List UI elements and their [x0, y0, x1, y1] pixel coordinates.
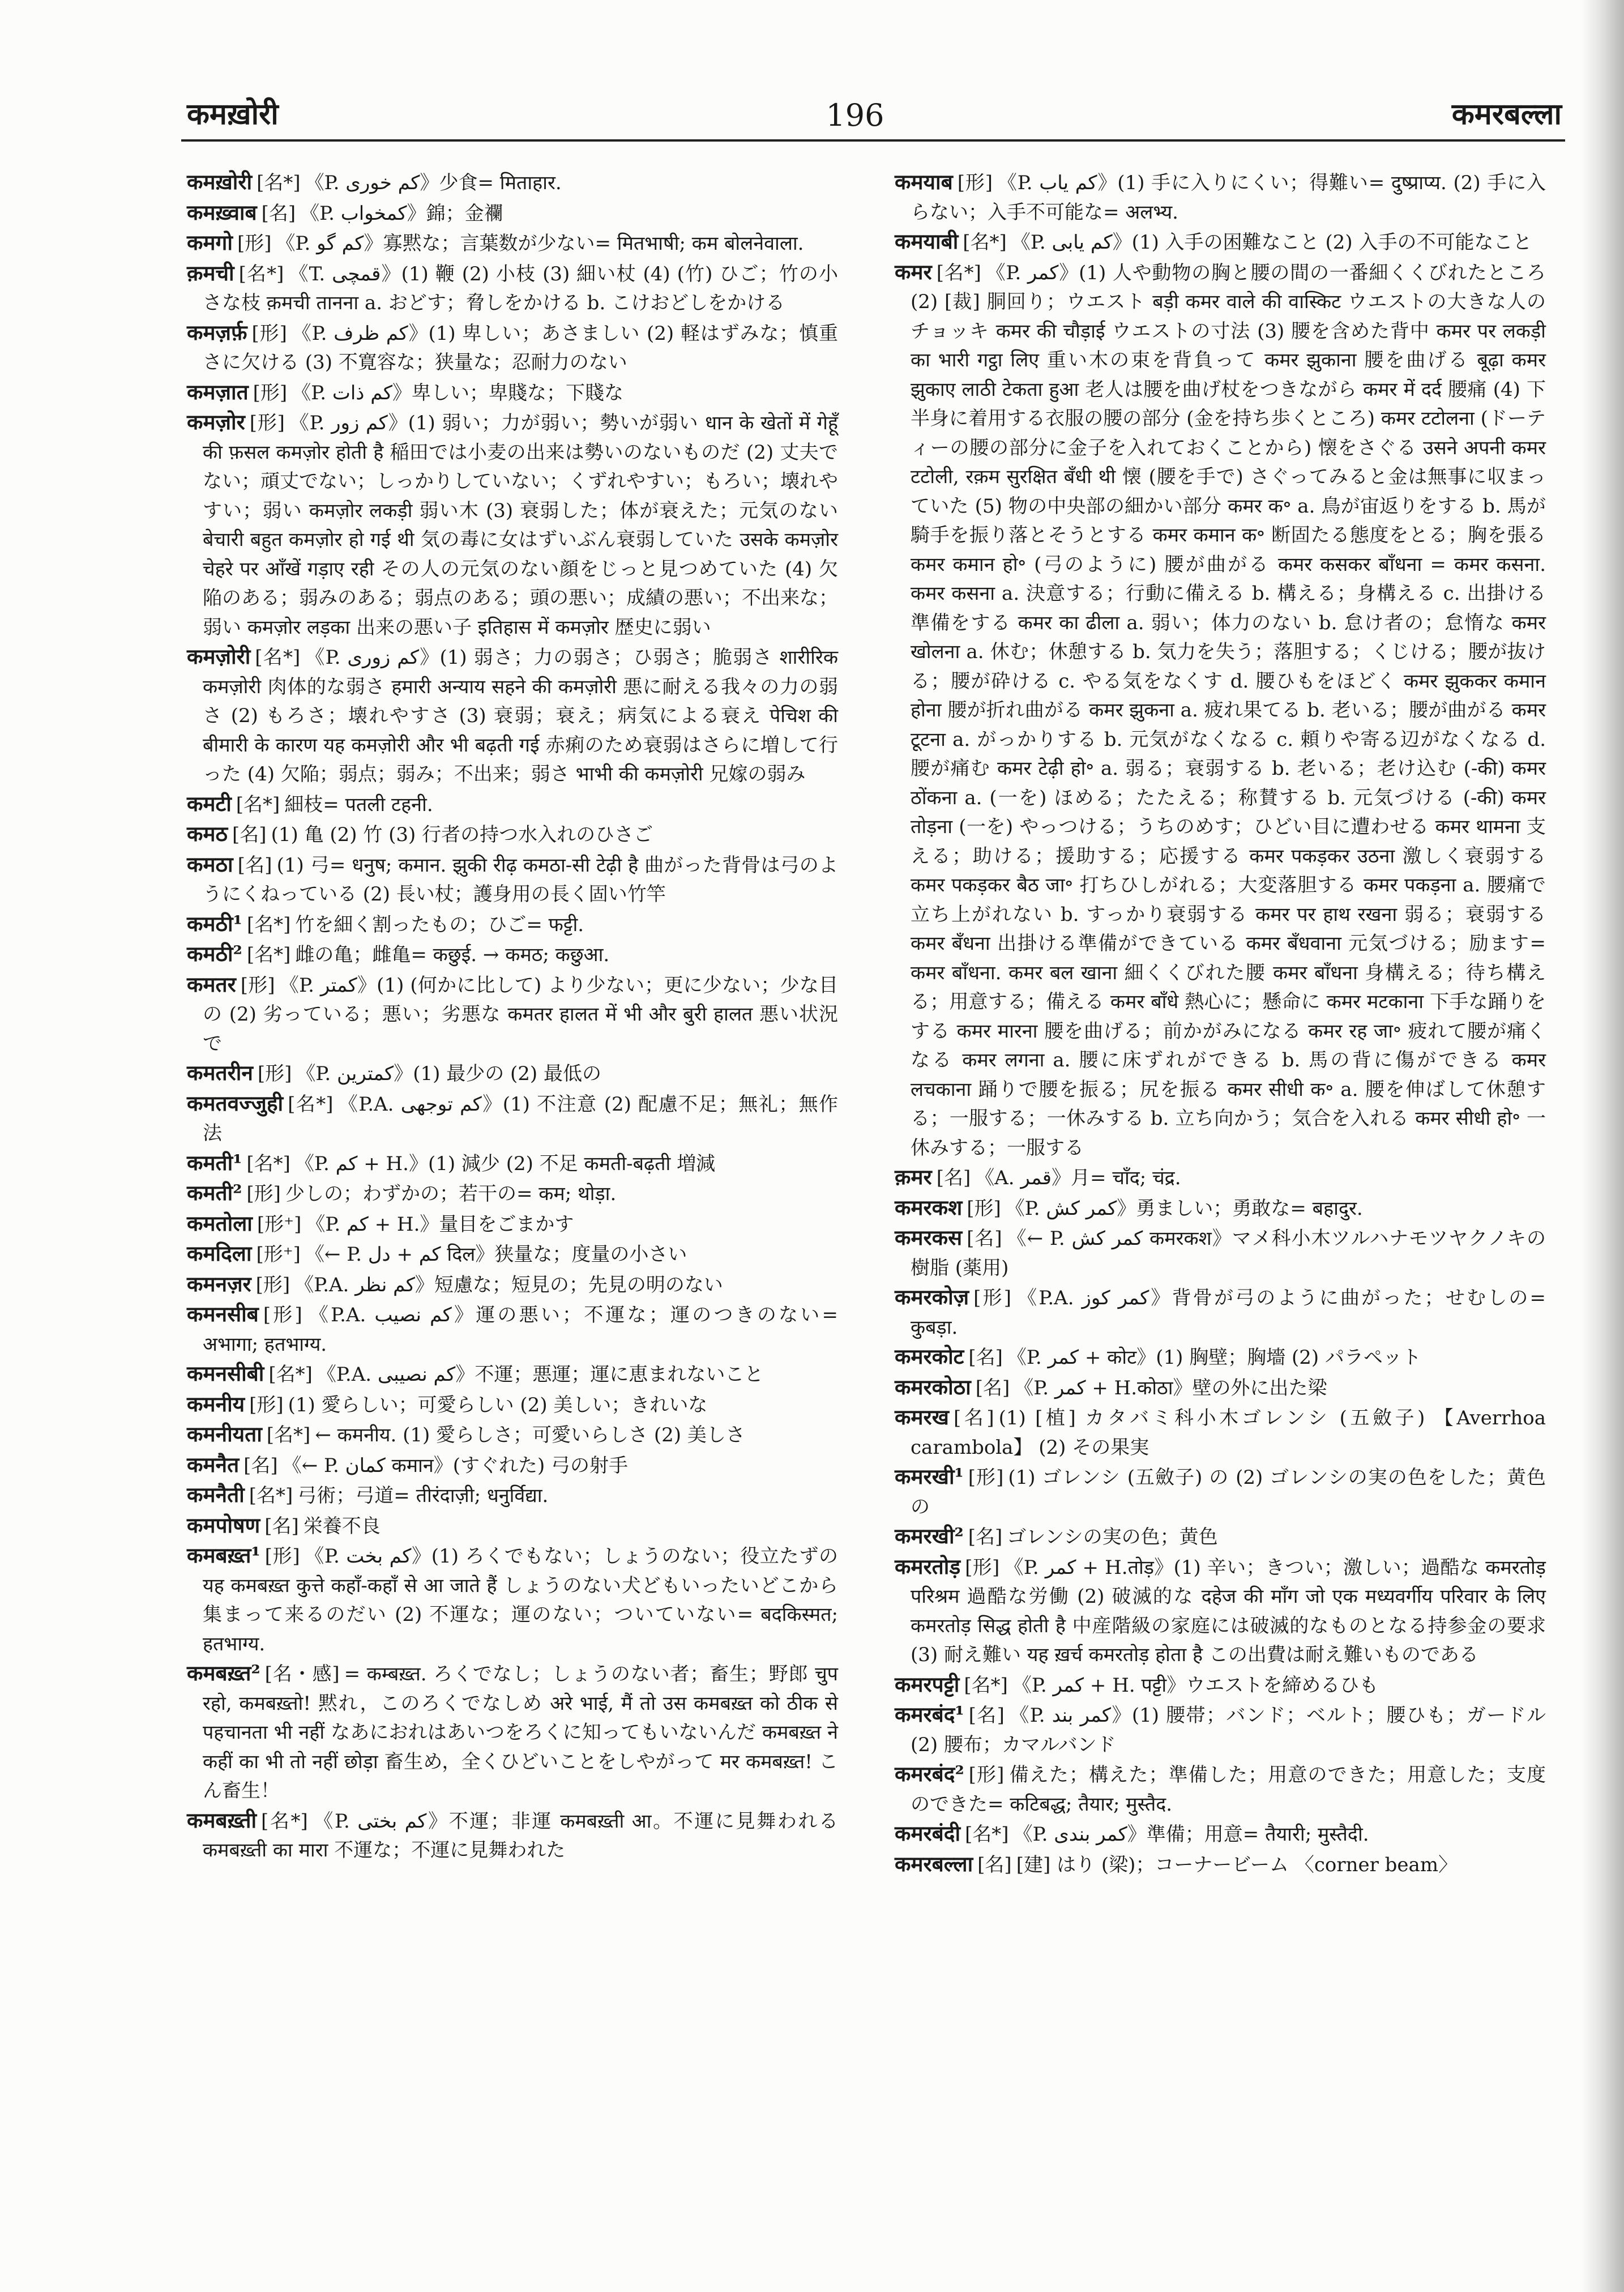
- entry-definition: 《P.A. كم نصيب》運の悪い；不運な；運のつきのない= अभागा; हतभाग्य.: [203, 1304, 838, 1356]
- header-rule: [181, 139, 1565, 142]
- entry-definition: 竹を細く割ったもの；ひご= फट्टी.: [295, 913, 584, 936]
- entry-definition: 《P. كمترين》(1) 最少の (2) 最低の: [296, 1062, 602, 1085]
- dictionary-entry: [187, 1149, 838, 1179]
- entry-definition: [建] はり (梁)；コーナービーム 〈corner beam〉: [1016, 1853, 1458, 1876]
- entry-definition: 《A. قمر》月= चाँद; चंद्र.: [975, 1167, 1181, 1189]
- entry-definition: 《P. كمر كش》勇ましい；勇敢な= बहादुर.: [1005, 1197, 1363, 1220]
- entry-part-of-speech: [名]: [968, 1704, 1005, 1727]
- entry-headword: कमरबंद²: [895, 1761, 964, 1786]
- dictionary-entry: [187, 850, 838, 910]
- entry-part-of-speech: [形⁺]: [257, 1213, 302, 1236]
- entry-part-of-speech: [名]: [264, 1514, 299, 1538]
- entry-part-of-speech: [形]: [240, 974, 275, 997]
- dictionary-entry: [187, 910, 838, 940]
- entry-headword: कमयाबी: [895, 229, 959, 254]
- entry-part-of-speech: [名*]: [246, 1152, 290, 1175]
- entry-headword: कमपोषण: [187, 1512, 260, 1538]
- entry-definition: 《← P. كم + دل दिल》狭量な；度量の小さい: [305, 1243, 687, 1266]
- entry-part-of-speech: [名]: [967, 1227, 1002, 1250]
- entry-definition: 《P. كمر بند》(1) 腰帯；バンド；ベルト；腰ひも；ガードル (2) 腰布；カマルバンド: [911, 1704, 1546, 1756]
- entry-part-of-speech: [名]: [232, 823, 267, 846]
- entry-headword: कमतोला: [187, 1210, 253, 1236]
- entry-headword: कमरबल्ला: [895, 1851, 973, 1876]
- entry-definition: 《P. كم بختى》不運；非運 कमबख़्ती आ。不運に見舞われる कमबख़्ती का मारा 不運な；不運に見舞われた: [203, 1809, 838, 1862]
- entry-part-of-speech: [名*]: [236, 793, 280, 816]
- entry-headword: कमगो: [187, 230, 233, 255]
- entry-definition: 備えた；構えた；準備した；用意のできた；用意した；支度のできた= कटिबद्ध; तैयार; मुस्तैद.: [911, 1764, 1546, 1816]
- entry-headword: कमज़ोरी: [187, 644, 251, 669]
- entry-headword: कमर: [895, 259, 932, 284]
- dictionary-entry: [187, 378, 838, 408]
- entry-headword: क़मर: [895, 1164, 932, 1189]
- entry-headword: कमरकस: [895, 1225, 963, 1250]
- dictionary-entry: [187, 1270, 838, 1300]
- page-fold-shadow: [1582, 0, 1624, 2292]
- entry-part-of-speech: [名*]: [255, 646, 301, 669]
- dictionary-entry: [187, 1179, 838, 1209]
- entry-part-of-speech: [名]: [936, 1167, 971, 1189]
- entry-headword: कमरतोड़: [895, 1553, 961, 1579]
- entry-headword: कमख़्वाब: [187, 199, 257, 225]
- dictionary-entry: [895, 1163, 1546, 1193]
- dictionary-entry: [187, 1480, 838, 1511]
- entry-definition: 《P. كمتر》(1) (何かに比して) より少ない；更に少ない；少な目の (2) 劣っている；悪い；劣悪な कमतर हालत में भी और बुरी हालत 悪い状況で: [203, 974, 839, 1055]
- entry-part-of-speech: [名・感]: [264, 1663, 340, 1685]
- entry-definition: 《P. كم ذات》卑しい；卑賤な；下賤な: [292, 381, 624, 404]
- entry-headword: कमदिला: [187, 1241, 252, 1266]
- entry-part-of-speech: [形]: [237, 232, 272, 255]
- entry-part-of-speech: [名]: [977, 1853, 1012, 1876]
- entry-definition: 《P.A. كمر كوز》背骨が弓のように曲がった；せむしの= कुबड़ा.: [911, 1287, 1546, 1339]
- dictionary-entry: [187, 1209, 838, 1240]
- dictionary-entry: [187, 1511, 838, 1542]
- dictionary-entry: [895, 1552, 1546, 1670]
- dictionary-entry: [187, 198, 838, 229]
- entry-definition: 少しの；わずかの；若干の= कम; थोड़ा.: [285, 1183, 617, 1205]
- entry-definition: 《P. كمر + H. पट्टी》ウエストを締めるひも: [1012, 1674, 1379, 1697]
- entry-headword: कमनैत: [187, 1452, 240, 1477]
- entry-headword: कमटी: [187, 791, 232, 816]
- dictionary-entry: [895, 1223, 1546, 1283]
- dictionary-entry: [895, 1850, 1546, 1880]
- entry-part-of-speech: [名*]: [246, 913, 291, 936]
- entry-definition: 弓術；弓道= तीरंदाज़ी; धनुर्विद्या.: [297, 1484, 549, 1507]
- dictionary-entry: [187, 789, 838, 820]
- entry-part-of-speech: [形]: [957, 172, 993, 194]
- entry-headword: कमतवज्जुही: [187, 1090, 284, 1116]
- entry-part-of-speech: [形]: [251, 322, 287, 345]
- entry-part-of-speech: [形]: [968, 1466, 1004, 1489]
- dictionary-entry: [895, 1373, 1546, 1403]
- entry-definition: 雌の亀；雌亀= कछुई. → कमठ; कछुआ.: [295, 944, 610, 966]
- entry-part-of-speech: [形]: [255, 1273, 290, 1296]
- entry-headword: कमनज़र: [187, 1271, 251, 1296]
- entry-headword: कमरकोट: [895, 1344, 964, 1369]
- entry-definition: ゴレンシの実の色；黄色: [1007, 1526, 1218, 1548]
- entry-definition: 《P. كمر + H.तोड़》(1) 辛い；きつい；激しい；過酷な कमरतोड़ परिश्रम 過酷な労働 (2) 破滅的な दहेज की माँग जो एक मध्यवर्गीय परिवार के लिए कमरतोड़ सिद्ध होती है 中産階級の家庭には破滅的なものとなる持参金の要求 (3) 耐え難い यह ख़र्च कमरतोड़ होता है この出費は耐え難いものである: [911, 1556, 1546, 1666]
- entry-definition: 《P.A. كم نصيبى》不運；悪運；運に恵まれないこと: [317, 1363, 764, 1386]
- entry-headword: कमतर: [187, 971, 236, 997]
- entry-part-of-speech: [名*]: [268, 1363, 313, 1386]
- entry-part-of-speech: [形]: [967, 1197, 1001, 1220]
- entry-part-of-speech: [形]: [965, 1556, 1000, 1579]
- entry-part-of-speech: [形⁺]: [256, 1243, 301, 1266]
- entry-headword: कमनैती: [187, 1482, 245, 1507]
- entry-headword: कमबख़्त¹: [187, 1543, 260, 1568]
- dictionary-entry: [187, 408, 838, 642]
- entry-definition: 《T. قمچى》(1) 鞭 (2) 小枝 (3) 細い杖 (4) (竹) ひご；竹の小さな枝 क़मची तानना a. おどす；脅しをかける b. こけおどしをかける: [203, 262, 839, 314]
- dictionary-entry: [187, 1450, 838, 1481]
- dictionary-entry: [187, 259, 838, 318]
- dictionary-entry: [187, 1239, 838, 1270]
- entry-part-of-speech: [名]: [968, 1346, 1003, 1369]
- entry-definition: 細枝= पतली टहनी.: [284, 793, 433, 816]
- entry-definition: 《P. كم يابى》(1) 入手の困難なこと (2) 入手の不可能なこと: [1011, 231, 1532, 254]
- entry-headword: कमनसीब: [187, 1301, 259, 1326]
- entry-headword: कमरपट्टी: [895, 1671, 960, 1697]
- dictionary-entry: [895, 227, 1546, 258]
- entry-definition: 《P. كم خورى》少食= मिताहार.: [305, 172, 562, 194]
- entry-definition: = कम्बख़्त. ろくでなし；しょうのない者；畜生；野郎 चुप रहो, कमबख़्तो! 黙れ，このろくでなしめ अरे भाई, मैं तो उस कमबख़्त को ठीक से पहचानता भी नहीं なあにおれはあいつをろくに知ってもいないんだ कमबख़्त ने कहीं का भी तो नहीं छोड़ा 畜生め，全くひどいことをしやがって मर कमबख़्त! こん畜生！: [203, 1663, 838, 1802]
- dictionary-entry: [895, 1462, 1546, 1522]
- entry-part-of-speech: [形]: [257, 1062, 292, 1085]
- entry-definition: (1) [植] カタバミ科小木ゴレンシ (五斂子) 【Averrhoa carambola】 (2) その果実: [911, 1407, 1546, 1459]
- dictionary-entry: [187, 168, 838, 198]
- entry-headword: कमती²: [187, 1180, 242, 1205]
- entry-definition: 《P. كمر》(1) 人や動物の胸と腰の間の一番細くくびれたところ (2) [裁] 胴回り；ウエスト बड़ी कमर वाले की वास्किट ウエストの大きな人のチョッキ कमर की चौड़ाई ウエストの寸法 (3) 腰を含めた背中 कमर पर लकड़ी का भारी गट्ठा लिए 重い木の束を背負って कमर झुकाना 腰を曲げる बूढ़ा कमर झुकाए लाठी टेकता हुआ 老人は腰を曲げ杖をつきながら कमर में दर्द 腰痛 (4) 下半身に着用する衣服の腰の部分 (金を持ち歩くところ) कमर टटोलना (ドーティーの腰の部分に金子を入れておくことから) 懐をさぐる उसने अपनी कमर टटोली, रक़म सुरक्षित बँधी थी 懐 (腰を手で) さぐってみると金は無事に収まっていた (5) 物の中央部の細かい部分 कमर क॰ a. 鳥が宙返りをする b. 馬が騎手を振り落とそうとする कमर कमान क॰ 断固たる態度をとる；胸を張る कमर कमान हो॰ (弓のように) 腰が曲がる कमर कसकर बाँधना = कमर कसना. कमर कसना a. 決意する；行動に備える b. 構える；身構える c. 出掛ける準備をする कमर का ढीला a. 弱い；体力のない b. 怠け者の；怠惰な कमर खोलना a. 休む；休憩する b. 気力を失う；落胆する；くじける；腰が抜ける；腰が砕ける c. やる気をなくす d. 腰ひもをほどく कमर झुककर कमान होना 腰が折れ曲がる कमर झुकना a. 疲れ果てる b. 老いる；腰が曲がる कमर टूटना a. がっかりする b. 元気がなくなる c. 頼りや寄る辺がなくなる d. 腰が痛む कमर टेढ़ी हो॰ a. 弱る；衰弱する b. 老いる；老け込む (-की) कमर ठोंकना a. (一を) ほめる；たたえる；称賛する b. 元気づける (-की) कमर तोड़ना (一を) やっつける；うちのめす；ひどい目に遭わせる कमर थामना 支える；助ける；援助する；応援する कमर पकड़कर उठना 激しく衰弱する कमर पकड़कर बैठ जा॰ 打ちひしがれる；大変落胆する कमर पकड़ना a. 腰痛で立ち上がれない b. すっかり衰弱する कमर पर हाथ रखना 弱る；衰弱する कमर बँधना 出掛ける準備ができている कमर बँधवाना 元気づける；励ます= कमर बाँधना. कमर बल खाना 細くくびれた腰 कमर बाँधना 身構える；待ち構える；用意する；備える कमर बाँधे 熱心に；懸命に कमर मटकाना 下手な踊りをする कमर मारना 腰を曲げる；前かがみになる कमर रह जा॰ 疲れて腰が痛くなる कमर लगना a. 腰に床ずれができる b. 馬の背に傷ができる कमर लचकाना 踊りで腰を振る；尻を振る कमर सीधी क॰ a. 腰を伸ばして休憩する；一服する；一休みする b. 立ち向かう；気合を入れる कमर सीधी हो॰ 一休みする；一服する: [911, 261, 1546, 1159]
- entry-definition: 《P.A. كم توجهى》(1) 不注意 (2) 配慮不足；無礼；無作法: [203, 1092, 839, 1145]
- entry-part-of-speech: [名*]: [963, 231, 1007, 254]
- entry-part-of-speech: [形]: [249, 412, 285, 434]
- entry-definition: 《← P. كمر كش कमरकश》マメ科小木ツルハナモツヤクノキの樹脂 (薬用): [911, 1227, 1546, 1279]
- entry-headword: क़मची: [187, 260, 234, 285]
- entry-headword: कमयाब: [895, 169, 953, 194]
- dictionary-entry: [187, 940, 838, 970]
- entry-part-of-speech: [名]: [261, 202, 296, 225]
- dictionary-entry: [187, 820, 838, 850]
- entry-part-of-speech: [名]: [975, 1376, 1010, 1399]
- dictionary-entry: [895, 1522, 1546, 1552]
- entry-part-of-speech: [名*]: [266, 1424, 311, 1446]
- entry-headword: कमख़ोरी: [187, 169, 253, 194]
- entry-part-of-speech: [形]: [253, 381, 288, 404]
- entry-definition: (1) 愛らしい；可愛らしい (2) 美しい；きれいな: [288, 1393, 708, 1416]
- entry-part-of-speech: [形]: [249, 1393, 284, 1416]
- entry-definition: 《P. كم + H.》(1) 減少 (2) 不足 कमती-बढ़ती 増減: [294, 1152, 716, 1175]
- entry-headword: कमनीय: [187, 1391, 245, 1416]
- entry-part-of-speech: [名]: [968, 1526, 1003, 1548]
- entry-headword: कमज़र्फ़: [187, 319, 247, 345]
- dictionary-entry: [895, 168, 1546, 227]
- entry-part-of-speech: [名*]: [964, 1674, 1008, 1697]
- entry-part-of-speech: [形]: [263, 1304, 302, 1326]
- dictionary-entry: [895, 1700, 1546, 1760]
- page-number: 196: [826, 97, 884, 133]
- entry-headword: कमनीयता: [187, 1422, 262, 1446]
- dictionary-entry: [895, 1760, 1546, 1819]
- entry-headword: कमनसीबी: [187, 1361, 264, 1386]
- entry-headword: कमरबंदी: [895, 1821, 961, 1846]
- dictionary-entry: [187, 642, 838, 789]
- entry-definition: 《P. كم زور》(1) 弱い；力が弱い；勢いが弱い धान के खेतों में गेहूँ की फ़सल कमज़ोर होती है 稲田では小麦の出来は勢いのないものだ (2) 丈夫でない；頑丈でない；しっかりしていない；くずれやすい；もろい；壊れやすい；弱い कमज़ोर लकड़ी 弱い木 (3) 衰弱した；体が衰えた；元気のない बेचारी बहुत कमज़ोर हो गई थी 気の毒に女はずいぶん衰弱していた उसके कमज़ोर चेहरे पर आँखें गड़ाए रही その人の元気のない顔をじっと見つめていた (4) 欠陥のある；弱みのある；弱点のある；頭の悪い；成績の悪い；不出来な；弱い कमज़ोर लड़का 出来の悪い子 इतिहास में कमज़ोर 歴史に弱い: [203, 412, 838, 639]
- entry-definition: 《P.A. كم نظر》短慮な；短見の；先見の明のない: [294, 1273, 723, 1296]
- dictionary-entry: [187, 1058, 838, 1089]
- entry-part-of-speech: [形]: [246, 1183, 281, 1205]
- entry-part-of-speech: [形]: [968, 1764, 1005, 1786]
- dictionary-entry: [895, 1819, 1546, 1850]
- entry-part-of-speech: [名*]: [249, 1484, 293, 1507]
- entry-headword: कमठी²: [187, 941, 242, 966]
- dictionary-entry: [895, 1342, 1546, 1373]
- entry-part-of-speech: [名*]: [238, 262, 284, 285]
- entry-definition: 《P. كمر بندى》準備；用意= तैयारी; मुस्तैदी.: [1013, 1823, 1369, 1846]
- left-column: [187, 168, 838, 1866]
- entry-definition: 《P. كم ظرف》(1) 卑しい；あさましい (2) 軽はずみな；慎重さに欠ける (3) 不寛容な；狭量な；忍耐力のない: [203, 322, 839, 374]
- dictionary-entry: [187, 228, 838, 259]
- entry-part-of-speech: [名*]: [288, 1092, 334, 1116]
- entry-headword: कमबख़्ती: [187, 1807, 257, 1833]
- entry-definition: 栄養不良: [303, 1514, 381, 1538]
- entry-part-of-speech: [名*]: [246, 944, 291, 966]
- dictionary-entry: [187, 1806, 838, 1866]
- dictionary-entry: [895, 1193, 1546, 1224]
- entry-definition: 《P. كمخواب》錦；金襴: [300, 202, 503, 225]
- entry-definition: 《P. كم ياب》(1) 手に入りにくい；得難い= दुष्प्राप्य. (2) 手に入らない；入手不可能な= अलभ्य.: [911, 172, 1546, 224]
- dictionary-entry: [187, 1300, 838, 1359]
- left-guide-word: कमख़ोरी: [187, 97, 279, 131]
- dictionary-entry: [187, 1359, 838, 1390]
- entry-headword: कमरबंद¹: [895, 1702, 964, 1727]
- entry-part-of-speech: [形]: [264, 1545, 300, 1568]
- dictionary-entry: [187, 1541, 838, 1659]
- dictionary-entry: [895, 1670, 1546, 1701]
- entry-headword: कमबख़्त²: [187, 1661, 260, 1685]
- entry-definition: 《P. كم گو》寡黙な；言葉数が少ない= मितभाषी; कम बोलनेवाला.: [276, 232, 804, 255]
- entry-definition: (1) ゴレンシ (五斂子) の (2) ゴレンシの実の色をした；黄色の: [911, 1466, 1546, 1518]
- entry-headword: कमठा: [187, 851, 233, 877]
- entry-definition: 《P. كم + H.》量目をごまかす: [306, 1213, 574, 1236]
- entry-headword: कमरकोज़: [895, 1284, 969, 1309]
- entry-definition: 《P. كم بخت》(1) ろくでもない；しょうのない；役立たずの यह कमबख़्त कुत्ते कहाँ-कहाँ से आ जाते हैं しょうのない犬どもいったいどこから集まって来るのだい (2) 不運な；運のない；ついていない= बदकिस्मत; हतभाग्य.: [203, 1545, 839, 1655]
- entry-part-of-speech: [名*]: [965, 1823, 1009, 1846]
- dictionary-entry: [187, 1089, 838, 1149]
- entry-part-of-speech: [形]: [973, 1287, 1012, 1309]
- entry-part-of-speech: [名*]: [261, 1809, 308, 1833]
- entry-headword: कमज़ात: [187, 379, 249, 404]
- dictionary-entry: [187, 1659, 838, 1806]
- entry-headword: कमरकोठा: [895, 1374, 971, 1399]
- dictionary-entry: [187, 318, 838, 378]
- dictionary-entry: [895, 1283, 1546, 1342]
- entry-definition: (1) 亀 (2) 竹 (3) 行者の持つ水入れのひさご: [271, 823, 653, 846]
- entry-part-of-speech: [名]: [243, 1454, 278, 1477]
- entry-part-of-speech: [名]: [237, 853, 272, 877]
- entry-headword: कमठी¹: [187, 911, 242, 936]
- entry-headword: कमज़ोर: [187, 409, 245, 434]
- entry-part-of-speech: [名]: [953, 1407, 994, 1429]
- entry-headword: कमरकश: [895, 1194, 963, 1220]
- entry-headword: कमठ: [187, 821, 228, 846]
- entry-headword: कमतरीन: [187, 1060, 253, 1085]
- entry-definition: 《P. كمر + H.कोठा》壁の外に出た梁: [1014, 1376, 1327, 1399]
- right-guide-word: कमरबल्ला: [1451, 97, 1562, 131]
- entry-headword: कमरखी²: [895, 1523, 964, 1548]
- entry-definition: (1) 弓= धनुष; कमान. झुकी रीढ़ कमठा-सी टेढ़ी है 曲がった背骨は弓のようにくねっている (2) 長い杖；護身用の長く固い竹竿: [203, 853, 838, 906]
- entry-part-of-speech: [名*]: [257, 172, 301, 194]
- entry-definition: 《← P. كمان कमान》(すぐれた) 弓の射手: [282, 1454, 629, 1477]
- right-column: [895, 168, 1546, 1880]
- dictionary-entry: [187, 1420, 838, 1450]
- entry-definition: ← कमनीय. (1) 愛らしさ；可愛いらしさ (2) 美しさ: [315, 1424, 745, 1446]
- entry-part-of-speech: [名*]: [936, 261, 981, 284]
- entry-headword: कमती¹: [187, 1150, 242, 1175]
- entry-headword: कमरखी¹: [895, 1464, 964, 1489]
- dictionary-entry: [187, 1390, 838, 1420]
- entry-definition: 《P. كمر + कोट》(1) 胸壁；胸墻 (2) パラペット: [1007, 1346, 1421, 1369]
- dictionary-entry: [895, 258, 1546, 1163]
- entry-headword: कमरख: [895, 1405, 949, 1429]
- dictionary-entry: [895, 1403, 1546, 1462]
- entry-definition: 《P. كم زورى》(1) 弱さ；力の弱さ；ひ弱さ；脆弱さ शारीरिक कमज़ोरी 肉体的な弱さ हमारी अन्याय सहने की कमज़ोरी 悪に耐える我々の力の弱さ (2) もろさ；壊れやすさ (3) 衰弱；衰え；病気による衰え पेचिश की बीमारी के कारण यह कमज़ोरी और भी बढ़ती गई 赤痢のため衰弱はさらに増して行った (4) 欠陥；弱点；弱み；不出来；弱さ भाभी की कमज़ोरी 兄嫁の弱み: [203, 646, 839, 786]
- dictionary-entry: [187, 970, 838, 1059]
